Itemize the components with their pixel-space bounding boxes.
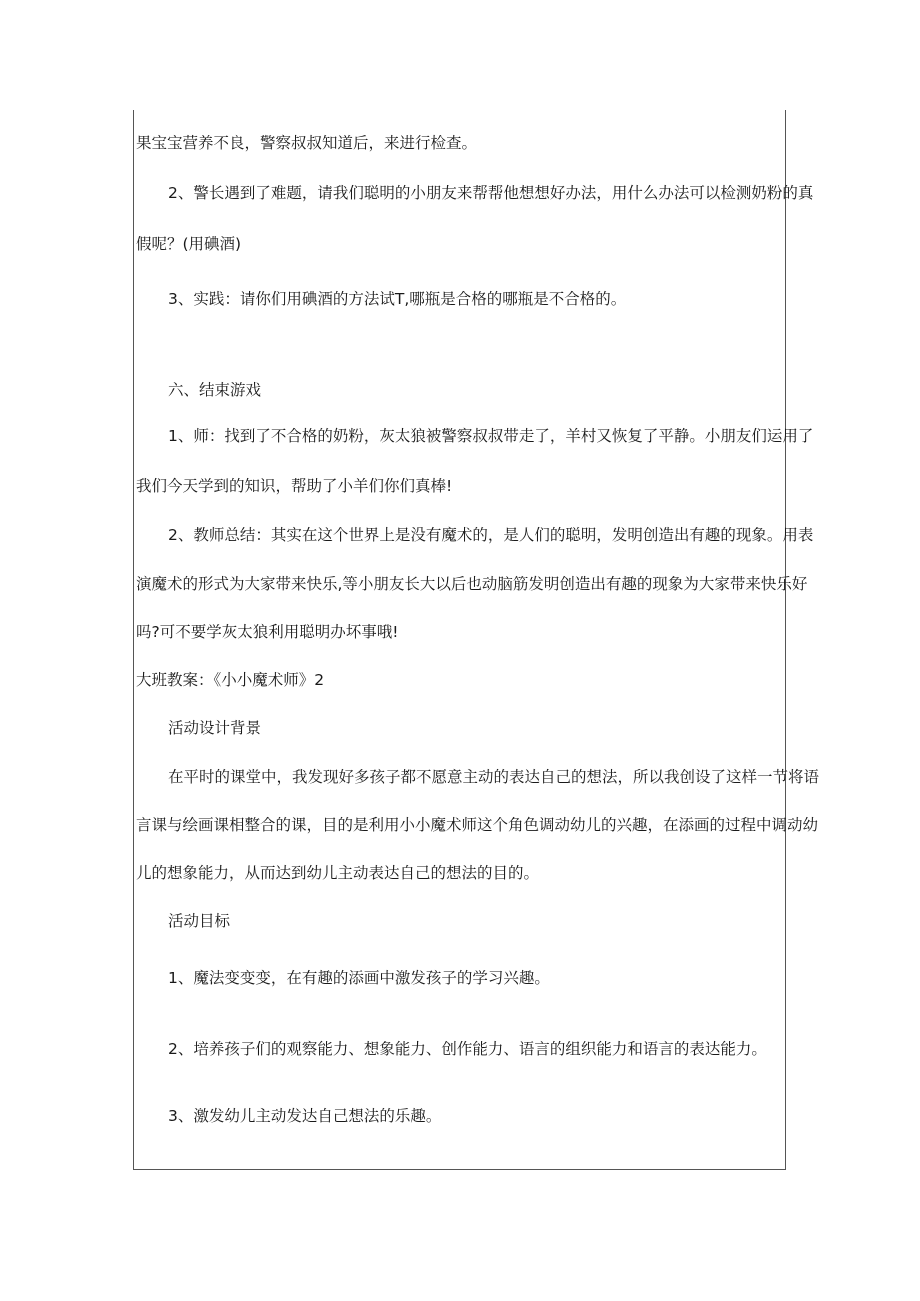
text-line-10: 吗?可不要学灰太狼利用聪明办坏事哦! — [136, 623, 399, 641]
text-line-4: 3、实践：请你们用碘酒的方法试T,哪瓶是合格的哪瓶是不合格的。 — [168, 290, 627, 308]
section-heading-background: 活动设计背景 — [168, 719, 262, 737]
section-heading-end-game: 六、结束游戏 — [168, 381, 262, 399]
section-heading-goals: 活动目标 — [168, 912, 231, 930]
goal-item-2: 2、培养孩子们的观察能力、想象能力、创作能力、语言的组织能力和语言的表达能力。 — [168, 1040, 767, 1058]
goal-item-3: 3、激发幼儿主动发达自己想法的乐趣。 — [168, 1107, 442, 1125]
lesson-title: 大班教案：《小小魔术师》2 — [136, 671, 325, 689]
text-line-15: 儿的想象能力，从而达到幼儿主动表达自己的想法的目的。 — [136, 864, 540, 882]
text-line-8: 2、教师总结：其实在这个世界上是没有魔术的，是人们的聪明，发明创造出有趣的现象。用表 — [168, 526, 814, 544]
text-line-6: 1、师：找到了不合格的奶粉，灰太狼被警察叔叔带走了，羊村又恢复了平静。小朋友们运用了 — [168, 427, 814, 445]
text-line-13: 在平时的课堂中，我发现好多孩子都不愿意主动的表达自己的想法，所以我创设了这样一节将语 — [168, 768, 820, 786]
text-line-3: 假呢？(用碘酒) — [136, 235, 242, 253]
text-line-14: 言课与绘画课相整合的课，目的是利用小小魔术师这个角色调动幼儿的兴趣，在添画的过程中调动幼 — [136, 816, 819, 834]
text-line-7: 我们今天学到的知识，帮助了小羊们你们真棒! — [136, 477, 453, 495]
text-line-2: 2、警长遇到了难题，请我们聪明的小朋友来帮帮他想想好办法，用什么办法可以检测奶粉的真 — [168, 184, 814, 202]
text-line-1: 果宝宝营养不良，警察叔叔知道后，来进行检查。 — [136, 134, 478, 152]
goal-item-1: 1、魔法变变变，在有趣的添画中激发孩子的学习兴趣。 — [168, 969, 550, 987]
text-line-9: 演魔术的形式为大家带来快乐,等小朋友长大以后也动脑筋发明创造出有趣的现象为大家带来快乐好 — [136, 575, 808, 593]
